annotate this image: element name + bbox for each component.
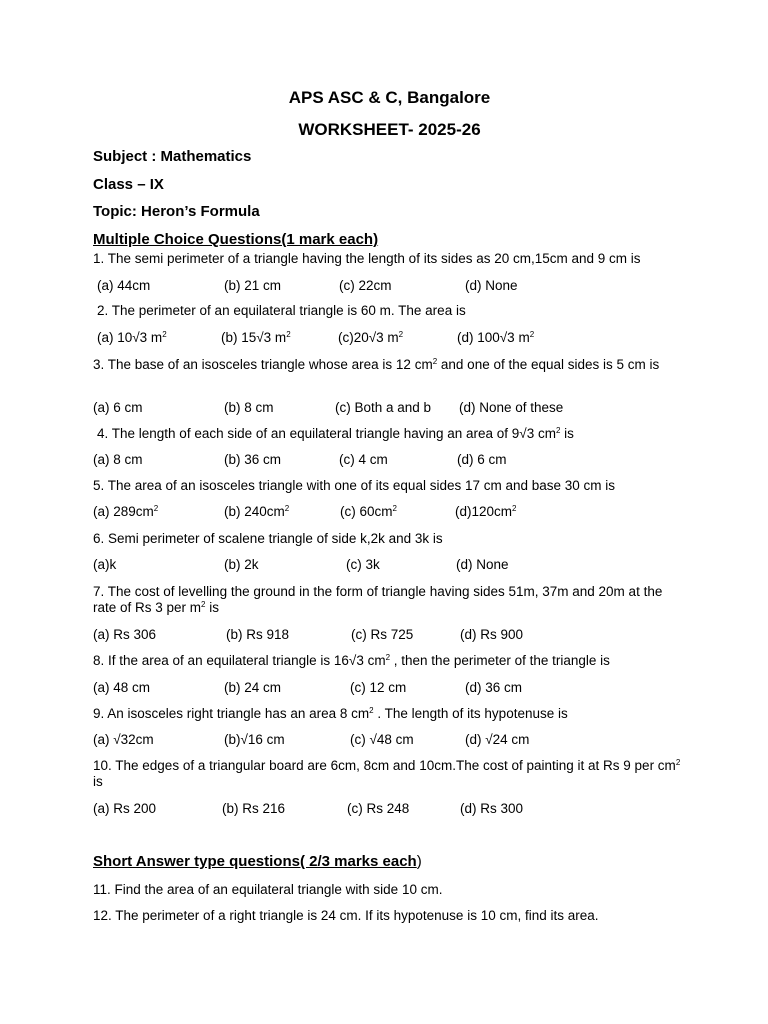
question-5: 5. The area of an isosceles triangle with one of its equal sides 17 cm and base 30 cm is bbox=[93, 478, 616, 493]
subject-line: Subject : Mathematics bbox=[93, 148, 252, 165]
option-c: (c) Rs 248 bbox=[347, 801, 410, 816]
option-d: (d) None bbox=[456, 557, 509, 572]
option-a: (a) Rs 200 bbox=[93, 801, 157, 816]
option-b: (b)√16 cm bbox=[224, 732, 285, 747]
option-b: (b) 36 cm bbox=[224, 452, 282, 467]
option-a: (a) 6 cm bbox=[93, 400, 143, 415]
question-1: 1. The semi perimeter of a triangle having the length of its sides as 20 cm,15cm and 9 cm is bbox=[93, 251, 641, 266]
option-d: (d) Rs 300 bbox=[460, 801, 524, 816]
question-9: 9. An isosceles right triangle has an area 8 $cm^2$ . The length of its hypotenuse is bbox=[93, 706, 568, 721]
option-c: (c) 12 cm bbox=[350, 680, 407, 695]
option-b: (b) 8 cm bbox=[224, 400, 274, 415]
option-d: (d) 36 cm bbox=[465, 680, 523, 695]
question-3: 3. The base of an isosceles triangle whose area is 12 $cm^2$ and one of the equal sides is 5 cm is bbox=[93, 357, 660, 372]
option-b: (b) 24 cm bbox=[224, 680, 282, 695]
question-12: 12. The perimeter of a right triangle is 24 cm. If its hypotenuse is 10 cm, find its area. bbox=[93, 908, 599, 923]
question-8: 8. If the area of an equilateral triangle is 16√3 $cm^2$ , then the perimeter of the triangle is bbox=[93, 653, 610, 668]
option-d: (d) None bbox=[465, 278, 518, 293]
option-c: (c) 3k bbox=[346, 557, 380, 572]
option-c: (c) 22cm bbox=[339, 278, 392, 293]
class-line: Class – IX bbox=[93, 176, 164, 193]
option-a: (a) √32cm bbox=[93, 732, 154, 747]
mcq-heading: Multiple Choice Questions(1 mark each) bbox=[93, 231, 379, 248]
option-d: (d) None of these bbox=[459, 400, 564, 415]
option-a: (a) 44cm bbox=[97, 278, 151, 293]
option-a: (a) 48 cm bbox=[93, 680, 151, 695]
question-4: 4. The length of each side of an equilateral triangle having an area of 9√3 $cm^2$ is bbox=[97, 426, 574, 441]
question-2: 2. The perimeter of an equilateral triangle is 60 m. The area is bbox=[97, 303, 466, 318]
option-d: (d) Rs 900 bbox=[460, 627, 524, 642]
option-c: (c) √48 cm bbox=[350, 732, 414, 747]
question-11: 11. Find the area of an equilateral triangle with side 10 cm. bbox=[93, 882, 443, 897]
option-a: (a) 8 cm bbox=[93, 452, 143, 467]
option-d: (d) 6 cm bbox=[457, 452, 507, 467]
option-d: (d) 100√3 $m^2$ bbox=[457, 330, 535, 345]
option-b: (b) Rs 216 bbox=[222, 801, 286, 816]
option-c: (c) 4 cm bbox=[339, 452, 388, 467]
school-title: APS ASC & C, Bangalore bbox=[288, 88, 491, 107]
topic-line: Topic: Heron’s Formula bbox=[93, 203, 260, 220]
option-b: (b) 2k bbox=[224, 557, 259, 572]
option-a: (a) 10√3 $m^2$ bbox=[97, 330, 167, 345]
question-6: 6. Semi perimeter of scalene triangle of side k,2k and 3k is bbox=[93, 531, 443, 546]
option-d: $(d)120cm^2$ bbox=[455, 504, 517, 519]
option-c: (c) $60cm^2$ bbox=[340, 504, 397, 519]
option-b: (b) 21 cm bbox=[224, 278, 282, 293]
option-c: (c) Rs 725 bbox=[351, 627, 414, 642]
worksheet-title: WORKSHEET- 2025-26 bbox=[298, 120, 481, 139]
question-10: 10. The edges of a triangular board are 6cm, 8cm and 10cm.The cost of painting it at Rs 9 per $cm^2$ is bbox=[93, 758, 681, 789]
option-b: (b) Rs 918 bbox=[226, 627, 290, 642]
question-7: 7. The cost of levelling the ground in the form of triangle having sides 51m, 37m and 20m at the rate of Rs 3 per $m^2$ is bbox=[93, 584, 663, 615]
option-c: (c) Both a and b bbox=[335, 400, 432, 415]
option-b: (b) $240cm^2$ bbox=[224, 504, 290, 519]
option-c: (c)20√3 $m^2$ bbox=[338, 330, 404, 345]
short-answer-heading: Short Answer type questions( 2/3 marks each) bbox=[93, 853, 422, 870]
option-a: (a) $289cm^2$ bbox=[93, 504, 159, 519]
option-b: (b) 15√3 $m^2$ bbox=[221, 330, 291, 345]
option-d: (d) √24 cm bbox=[465, 732, 530, 747]
option-a: (a) Rs 306 bbox=[93, 627, 157, 642]
option-a: (a)k bbox=[93, 557, 117, 572]
